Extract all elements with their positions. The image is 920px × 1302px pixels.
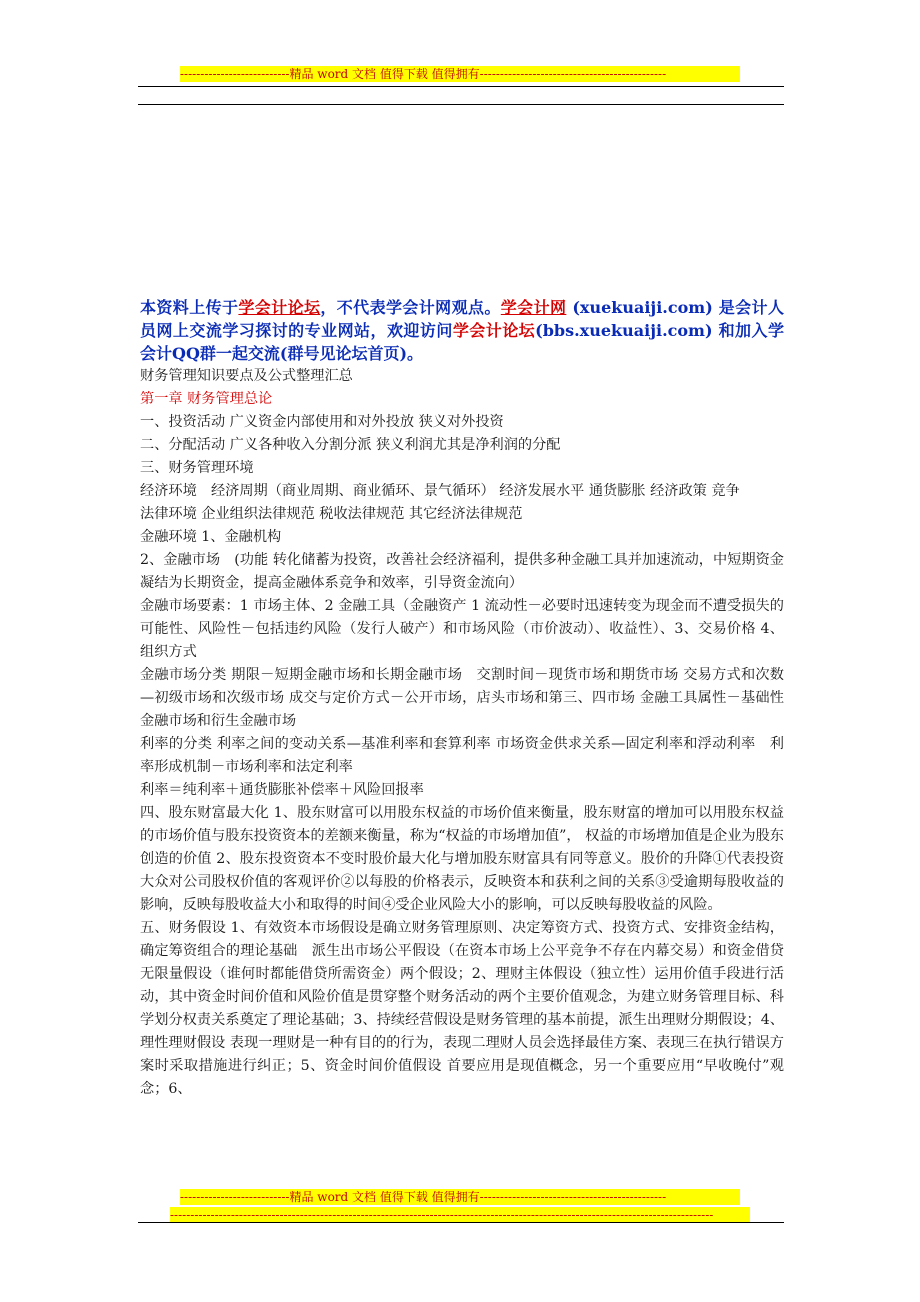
- paragraph: 二、分配活动 广义各种收入分割分派 狭义利润尤其是净利润的分配: [140, 437, 561, 453]
- paragraph: 金融市场要素：1 市场主体、2 金融工具（金融资产 1 流动性－必要时迅速转变为现金而不遭受损失的可能性、风险性－包括违约风险（发行人破产）和市场风险（市价波动）、收益性）、3、交易价格 4、组织方式: [140, 598, 784, 660]
- doc-title: 财务管理知识要点及公式整理汇总: [140, 368, 353, 384]
- forum-link-2[interactable]: 学会计论坛: [452, 321, 536, 340]
- site-link[interactable]: 学会计网: [500, 298, 567, 317]
- paragraph: 2、金融市场 (功能 转化储蓄为投资，改善社会经济福利，提供多种金融工具并加速流动，中短期资金凝结为长期资金，提高金融体系竞争和效率，引导资金流向）: [140, 552, 784, 591]
- footer-rule: [138, 1222, 784, 1223]
- header-rule-bottom: [138, 104, 784, 105]
- paragraph: 利率＝纯利率＋通货膨胀补偿率＋风险回报率: [140, 782, 424, 798]
- paragraph: 法律环境 企业组织法律规范 税收法律规范 其它经济法律规范: [140, 506, 523, 522]
- footer-banner: ---------------------------精品 word 文档 值得下载 值得拥有----------------------------------------------: [180, 1189, 740, 1205]
- intro-notice: [140, 296, 784, 365]
- footer-banner-dashes: --------------------------------------------------------------------------------------------------------------------------------------: [170, 1207, 750, 1223]
- paragraph: 利率的分类 利率之间的变动关系—基准利率和套算利率 市场资金供求关系—固定利率和浮动利率 利率形成机制－市场利率和法定利率: [140, 736, 784, 775]
- intro-text-4: (bbs.xuekuaiji.com) 和加入学会计QQ群一起交流(群号见论坛首页)。: [140, 321, 784, 363]
- header-rule-top: [138, 86, 784, 87]
- document-content: [140, 296, 784, 1101]
- header-banner: ---------------------------精品 word 文档 值得下载 值得拥有----------------------------------------------: [180, 66, 740, 82]
- intro-text-3: (xuekuaiji.com) 是会计人员网上交流学习探讨的专业网站，欢迎访问: [140, 298, 784, 340]
- paragraph: 一、投资活动 广义资金内部使用和对外投放 狭义对外投资: [140, 414, 504, 430]
- paragraph: 三、财务管理环境: [140, 460, 254, 476]
- paragraph: 五、财务假设 1、有效资本市场假设是确立财务管理原则、决定筹资方式、投资方式、安排资金结构，确定筹资组合的理论基础 派生出市场公平假设（在资本市场上公平竞争不存在内幕交易）和资金借贷无限量假设（谁何时都能借贷所需资金）两个假设；2、理财主体假设（独立性）运用价值手段进行活动，其中资金时间价值和风险价值是贯穿整个财务活动的两个主要价值观念，为建立财务管理目标、科学划分权责关系奠定了理论基础；3、持续经营假设是财务管理的基本前提，派生出理财分期假设；4、理性理财假设 表现一理财是一种有目的的行为，表现二理财人员会选择最佳方案、表现三在执行错误方案时采取措施进行纠正；5、资金时间价值假设 首要应用是现值概念，另一个重要应用“早收晚付”观念；6、: [140, 920, 784, 1097]
- paragraph: 金融市场分类 期限－短期金融市场和长期金融市场 交割时间－现货市场和期货市场 交易方式和次数—初级市场和次级市场 成交与定价方式－公开市场，店头市场和第三、四市场 金融工具属性－基础性金融市场和衍生金融市场: [140, 667, 784, 729]
- paragraph: 金融环境 1、金融机构: [140, 529, 282, 545]
- intro-text-1: 本资料上传于: [140, 298, 239, 317]
- intro-text-2: ，不代表学会计网观点。: [320, 298, 501, 317]
- document-body: [140, 365, 784, 1101]
- chapter-heading: 第一章 财务管理总论: [140, 391, 273, 407]
- paragraph: 经济环境 经济周期（商业周期、商业循环、景气循环） 经济发展水平 通货膨胀 经济政策 竞争: [140, 483, 740, 499]
- paragraph: 四、股东财富最大化 1、股东财富可以用股东权益的市场价值来衡量，股东财富的增加可以用股东权益的市场价值与股东投资资本的差额来衡量，称为“权益的市场增加值”， 权益的市场增加值是企业为股东创造的价值 2、股东投资资本不变时股价最大化与增加股东财富具有同等意义。股价的升降①代表投资大众对公司股权价值的客观评价②以每股的价格表示，反映资本和获利之间的关系③受逾期每股收益的影响，反映每股收益大小和取得的时间④受企业风险大小的影响，可以反映每股收益的风险。: [140, 805, 784, 913]
- forum-link[interactable]: 学会计论坛: [238, 298, 321, 317]
